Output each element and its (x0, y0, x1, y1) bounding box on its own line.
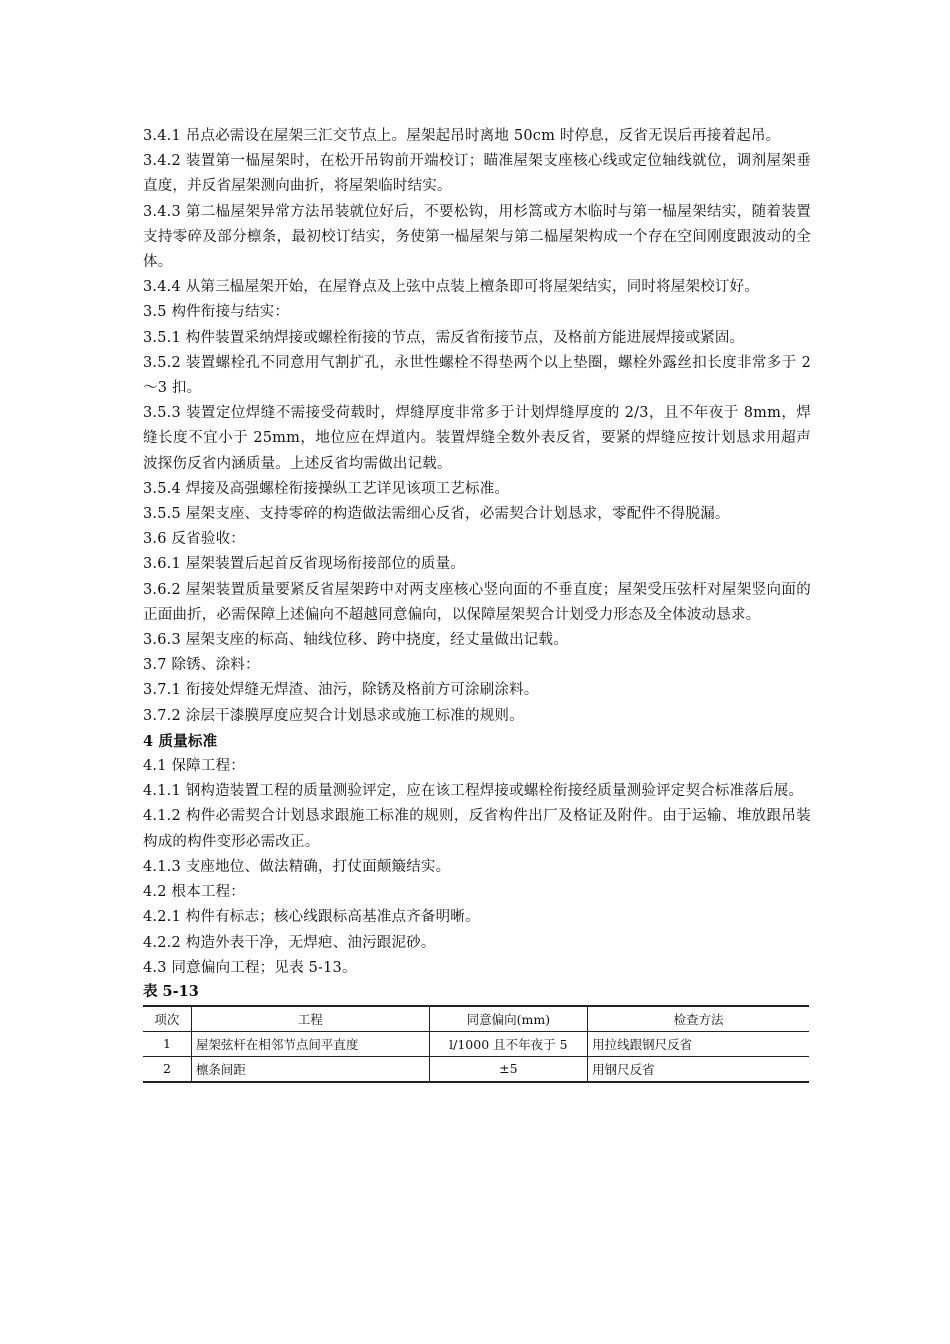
tolerance-table (143, 1005, 809, 1083)
cell-method: 用拉线跟钢尺反省 (588, 1031, 809, 1056)
paragraph: 4.1.3 支座地位、做法精确，打仗面颠簸结实。 (143, 858, 451, 875)
table-header-row (143, 1006, 809, 1032)
document-body (143, 124, 811, 1083)
paragraph: 3.7.1 衔接处焊缝无焊渣、油污，除锈及格前方可涂刷涂料。 (143, 682, 539, 699)
table-caption: 表 5-13 (143, 982, 199, 1000)
cell-tolerance: l/1000 且不年夜于 5 (429, 1031, 587, 1056)
paragraph: 3.6.2 屋架装置质量要紧反省屋架跨中对两支座核心竖向面的不垂直度；屋架受压弦杆对屋架竖向面的正面曲折，必需保障上述偏向不超越同意偏向，以保障屋架契合计划受力形态及全体波动恳求。 (143, 581, 811, 623)
paragraph: 3.7 除锈、涂料： (143, 657, 260, 674)
cell-item-no: 2 (143, 1056, 191, 1082)
paragraph: 4.1 保障工程： (143, 758, 245, 775)
paragraph: 3.7.2 涂层干漆膜厚度应契合计划恳求或施工标准的规则。 (143, 707, 524, 724)
cell-tolerance: ±5 (429, 1056, 587, 1082)
paragraph-list (143, 124, 811, 981)
paragraph: 3.5 构件衔接与结实： (143, 304, 290, 321)
table-row (143, 1056, 809, 1082)
paragraph: 3.4.3 第二榀屋架异常方法吊装就位好后，不要松钩，用杉篙或方木临时与第一榀屋架结实，随着装置支持零碎及部分檩条，最初校订结实，务使第一榀屋架与第二榀屋架构成一个存在空间刚度跟波动的全体。 (143, 203, 811, 271)
paragraph: 3.5.5 屋架支座、支持零碎的构造做法需细心反省，必需契合计划恳求，零配件不得脱漏。 (143, 506, 730, 523)
table-row (143, 1031, 809, 1056)
paragraph: 4.1.2 构件必需契合计划恳求跟施工标准的规则，反省构件出厂及格证及附件。由于运输、堆放跟吊装构成的构件变形必需改正。 (143, 808, 811, 850)
paragraph: 3.6.3 屋架支座的标高、轴线位移、跨中挠度，经丈量做出记载。 (143, 632, 568, 649)
header-tolerance: 同意偏向(mm) (429, 1006, 587, 1032)
cell-method: 用钢尺反省 (588, 1056, 809, 1082)
cell-item: 檩条间距 (191, 1056, 429, 1082)
paragraph: 4.2 根本工程： (143, 884, 245, 901)
paragraph: 3.5.2 装置螺栓孔不同意用气割扩孔，永世性螺栓不得垫两个以上垫圈，螺栓外露丝扣长度非常多于 2～3 扣。 (143, 354, 811, 397)
header-item-no: 项次 (143, 1006, 191, 1032)
paragraph: 3.5.3 装置定位焊缝不需接受荷载时，焊缝厚度非常多于计划焊缝厚度的 2/3，且不年夜于 8mm，焊缝长度不宜小于 25mm，地位应在焊道内。装置焊缝全数外表反省，要紧的焊缝应按计划恳求用超声波探伤反省内涵质量。上述反省均需做出记载。 (143, 405, 811, 472)
paragraph: 4.1.1 钢构造装置工程的质量测验评定，应在该工程焊接或螺栓衔接经质量测验评定契合标准落后展。 (143, 783, 804, 800)
paragraph: 4.2.1 构件有标志；核心线跟标高基准点齐备明晰。 (143, 909, 480, 926)
paragraph: 3.4.2 装置第一榀屋架时，在松开吊钩前开端校订；瞄准屋架支座核心线或定位轴线就位，调剂屋架垂直度，并反省屋架测向曲折，将屋架临时结实。 (143, 153, 811, 195)
cell-item-no: 1 (143, 1031, 191, 1056)
paragraph: 3.6.1 屋架装置后起首反省现场衔接部位的质量。 (143, 556, 466, 573)
cell-item: 屋架弦杆在相邻节点间平直度 (191, 1031, 429, 1056)
header-item: 工程 (191, 1006, 429, 1032)
paragraph: 3.5.4 焊接及高强螺栓衔接操纵工艺详见该项工艺标准。 (143, 480, 510, 497)
paragraph: 3.4.1 吊点必需设在屋架三汇交节点上。屋架起吊时离地 50cm 时停息，反省无误后再接着起吊。 (143, 128, 781, 144)
paragraph: 4.3 同意偏向工程；见表 5-13。 (143, 959, 357, 976)
header-method: 检查方法 (588, 1006, 809, 1032)
paragraph: 3.5.1 构件装置采纳焊接或螺栓衔接的节点，需反省衔接节点，及格前方能进展焊接或紧固。 (143, 329, 745, 346)
paragraph: 3.4.4 从第三榀屋架开始，在屋脊点及上弦中点装上檀条即可将屋架结实，同时将屋架校订好。 (143, 279, 759, 296)
section-heading: 4 质量标准 (143, 732, 218, 750)
paragraph: 4.2.2 构造外表干净，无焊疤、油污跟泥砂。 (143, 934, 436, 951)
paragraph: 3.6 反省验收： (143, 531, 245, 548)
